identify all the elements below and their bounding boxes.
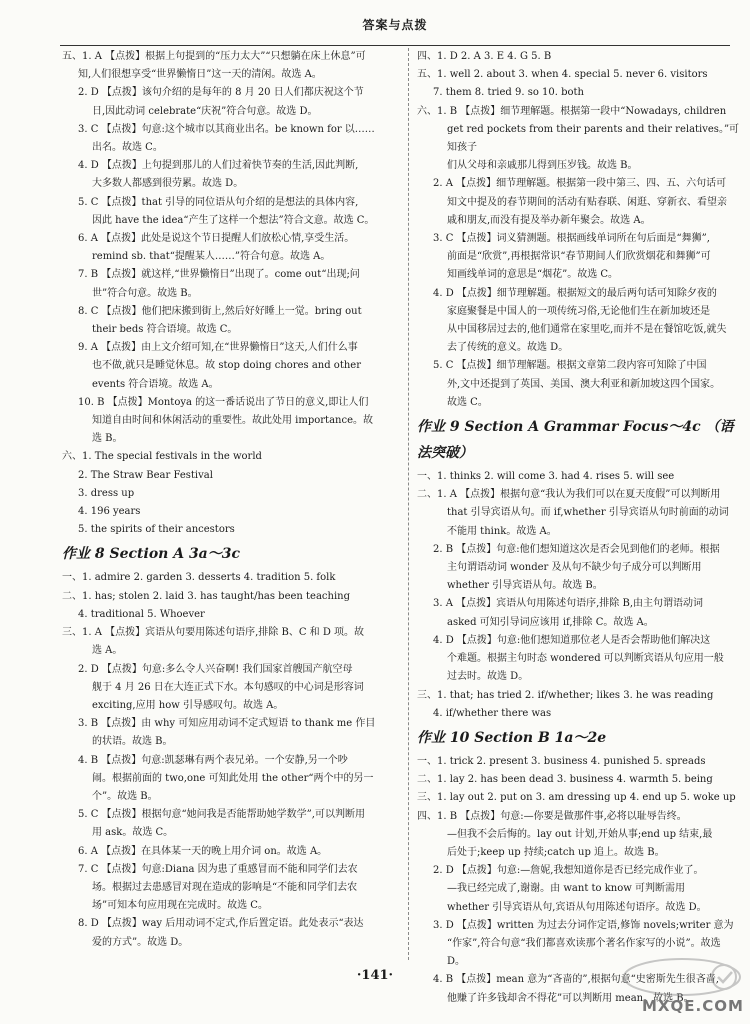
answer-line: that 引导宾语从句。而 if,whether 引导宾语从句时前面的动词 <box>447 507 729 519</box>
answer-line: 爱的方式”。故选 D。 <box>92 936 189 948</box>
answer-line: 四、1. B 【点拨】句意:—你要是做那件事,必将以耻辱告终。 <box>417 810 687 822</box>
answer-line: 家庭聚餐是中国人的一项传统习俗,无论他们生在新加坡还是 <box>447 305 711 317</box>
answer-line: 场。根据过去患感冒对现在造成的影响是“不能和同学们去农 <box>92 881 358 893</box>
answer-line: 5. C 【点拨】that 引导的同位语从句介绍的是想法的具体内容, <box>78 196 359 208</box>
answer-line: 三、1. lay out 2. put on 3. am dressing up 4. end up 5. woke up <box>417 792 736 804</box>
answer-line: D。 <box>447 956 466 968</box>
answer-line: 4. 196 years <box>78 506 141 518</box>
answer-line: 他赚了许多钱却舍不得花”可以判断用 mean。故选 B。 <box>447 992 694 1004</box>
answer-line: 5. the spirits of their ancestors <box>78 524 235 536</box>
answer-line: 故选 C。 <box>447 396 488 408</box>
answer-line: 一、1. admire 2. garden 3. desserts 4. tradition 5. folk <box>62 572 336 584</box>
answer-line: their beds 符合语境。故选 C。 <box>92 324 238 336</box>
answer-line: 9. A 【点拨】由上文介绍可知,在“世界懒惰日”这天,人们什么事 <box>78 342 358 354</box>
answer-line: 五、1. A 【点拨】根据上句提到的“压力太大”“只想躺在床上休息”可 <box>62 51 366 62</box>
answer-line: 4. B 【点拨】mean 意为“吝啬的”,根据句意“史密斯先生很吝啬, <box>433 974 719 986</box>
answer-line: 7. B 【点拨】就这样,“世界懒惰日”出现了。come out“出现;问 <box>78 269 360 281</box>
answer-line: —我已经完成了,谢谢。由 want to know 可判断需用 <box>447 883 685 895</box>
answer-line: 不能用 think。故选 A。 <box>447 525 557 537</box>
answer-line: 出名。故选 C。 <box>92 142 163 154</box>
answer-line: 8. D 【点拨】way 后用动词不定式,作后置定语。此处表示“表达 <box>78 918 364 930</box>
answer-line: 知文中提及的春节期间的活动有贴春联、闲逛、穿新衣、看望亲 <box>447 196 727 208</box>
section-heading: 作业 9 Section A Grammar Focus～4c （语法突破） <box>417 419 734 462</box>
answer-line: get red pockets from their parents and their relatives。”可知孩子 <box>447 123 740 154</box>
answer-line: 三、1. A 【点拨】宾语从句要用陈述句语序,排除 B、C 和 D 项。故 <box>62 627 365 639</box>
answer-line: 世”符合句意。故选 B。 <box>92 287 198 299</box>
left-column <box>62 48 402 960</box>
answer-line: 六、1. B 【点拨】细节理解题。根据第一段中“Nowadays, children <box>417 105 727 117</box>
answer-line: 六、1. The special festivals in the world <box>62 451 262 463</box>
answer-line: 4. traditional 5. Whoever <box>78 608 205 620</box>
answer-line: 知画线单词的意思是“烟花”。故选 C。 <box>447 269 619 281</box>
answer-line: 4. B 【点拨】句意:凯瑟琳有两个表兄弟。一个安静,另一个吵 <box>78 754 348 766</box>
answer-line: 3. dress up <box>78 487 135 499</box>
answer-line: 五、1. well 2. about 3. when 4. special 5. never 6. visitors <box>417 69 708 81</box>
answer-line: 3. B 【点拨】由 why 可知应用动词不定式短语 to thank me 作目 <box>78 718 376 730</box>
answer-line: 二、1. lay 2. has been dead 3. business 4. warmth 5. being <box>417 774 713 786</box>
watermark-text: MXQE.COM <box>642 997 744 1015</box>
answer-line: 2. A 【点拨】细节理解题。根据第一段中第三、四、五、六句话可 <box>433 178 727 190</box>
answer-line: 一、1. trick 2. present 3. business 4. punished 5. spreads <box>417 755 706 767</box>
answer-line: 7. C 【点拨】句意:Diana 因为患了重感冒而不能和同学们去农 <box>78 863 358 875</box>
answer-line: 4. D 【点拨】上句提到那儿的人们过着快节奏的生活,因此判断, <box>78 160 359 172</box>
answer-line: “作家”,符合句意“我们都喜欢读那个著名作家写的小说”。故选 <box>447 937 721 949</box>
answer-line: 从中国移居过去的,他们通常在家里吃,而并不是在餐馆吃饭,就失 <box>447 324 727 336</box>
answer-line: 去了传统的意义。故选 D。 <box>447 342 569 354</box>
answer-line: 5. C 【点拨】细节理解题。根据文章第二段内容可知除了中国 <box>433 360 707 372</box>
answer-line: 2. D 【点拨】句意:—詹妮,我想知道你是否已经完成作业了。 <box>433 865 704 877</box>
answer-line: 6. A 【点拨】此处是说这个节日提醒人们放松心情,享受生活。 <box>78 233 355 245</box>
answer-line: 用 ask。故选 C。 <box>92 827 174 839</box>
answer-line: 主句谓语动词 wonder 及从句不缺少句子成分可以判断用 <box>447 562 702 574</box>
answer-line: 知,人们很想享受“世界懒惰日”这一天的清闲。故选 A。 <box>78 69 322 81</box>
answer-line: 外,文中还提到了英国、美国、澳大利亚和新加坡这四个国家。 <box>447 378 721 390</box>
answer-line: 过去时。故选 D。 <box>447 671 529 683</box>
answer-line: 个难题。根据主句时态 wondered 可以判断宾语从句应用一般 <box>447 653 724 665</box>
answer-line: 6. A 【点拨】在具体某一天的晚上用介词 on。故选 A。 <box>78 845 328 857</box>
answer-line: 8. C 【点拨】他们把床搬到街上,然后好好睡上一觉。bring out <box>78 305 362 317</box>
answer-line: 后处于;keep up 持续;catch up 追上。故选 B。 <box>447 846 665 858</box>
answer-line: events 符合语境。故选 A。 <box>92 378 219 390</box>
answer-line: 4. D 【点拨】细节理解题。根据短文的最后两句话可知除夕夜的 <box>433 287 717 299</box>
answer-line: exciting,应用 how 引导感叹句。故选 A。 <box>92 699 284 711</box>
column-divider <box>408 48 409 960</box>
answer-line: 2. The Straw Bear Festival <box>78 469 213 481</box>
answer-line: 7. them 8. tried 9. so 10. both <box>433 87 584 99</box>
answer-line: 2. D 【点拨】句意:多么令人兴奋啊! 我们国家首艘国产航空母 <box>78 663 353 675</box>
answer-line: 知道自由时间和休闲活动的重要性。故此处用 importance。故 <box>92 415 374 427</box>
answer-line: 3. A 【点拨】宾语从句用陈述句语序,排除 B,由主句谓语动词 <box>433 598 704 610</box>
answer-line: 二、1. has; stolen 2. laid 3. has taught/has been teaching <box>62 590 350 602</box>
answer-line: whether 引导宾语从句。故选 B。 <box>447 580 603 592</box>
answer-line: 3. C 【点拨】词义猜测题。根据画线单词所在句后面是“舞狮”, <box>433 233 710 245</box>
answer-line: 10. B 【点拨】Montoya 的这一番话说出了节日的意义,即让人们 <box>78 396 369 408</box>
answer-line: 前面是“欣赏”,再根据常识“春节期间人们欣赏烟花和舞狮”可 <box>447 251 711 263</box>
answer-line: 们从父母和亲戚那儿得到压岁钱。故选 B。 <box>447 160 638 172</box>
answer-line: 日,因此动词 celebrate“庆祝”符合句意。故选 D。 <box>92 105 318 117</box>
answer-line: 二、1. A 【点拨】根据句意“我认为我们可以在夏天度假”可以判断用 <box>417 489 721 501</box>
answer-line: —但我不会后悔的。lay out 计划,开始从事;end up 结束,最 <box>447 828 713 840</box>
answer-line: remind sb. that“提醒某人……”符合句意。故选 A。 <box>92 251 331 263</box>
answer-line: 闹。根据前面的 two,one 可知此处用 the other“两个中的另一 <box>92 772 374 784</box>
answer-line: 个”。故选 B。 <box>92 790 158 802</box>
page-header <box>60 0 730 46</box>
answer-line: 一、1. thinks 2. will come 3. had 4. rises 5. will see <box>417 471 675 483</box>
answer-line: 也不做,就只是睡觉休息。故 stop doing chores and other <box>92 360 361 372</box>
answer-line: 四、1. D 2. A 3. E 4. G 5. B <box>417 51 552 62</box>
answer-line: 大多数人都感到很劳累。故选 D。 <box>92 178 244 190</box>
right-column <box>417 48 743 1004</box>
section-heading: 作业 8 Section A 3a～3c <box>62 546 241 563</box>
answer-line: 4. if/whether there was <box>433 707 552 719</box>
answer-line: 2. B 【点拨】句意:他们想知道这次是否会见到他们的老师。根据 <box>433 543 720 555</box>
answer-line: 舰于 4 月 26 日在大连正式下水。本句感叹的中心词是形容词 <box>92 681 364 693</box>
answer-line: 3. D 【点拨】written 为过去分词作定语,修饰 novels;writer 意为 <box>433 919 734 931</box>
answer-line: 2. D 【点拨】该句介绍的是每年的 8 月 20 日人们都庆祝这个节 <box>78 87 364 99</box>
header-title: 答案与点拨 <box>362 18 428 32</box>
answer-line: 因此 have the idea“产生了这样一个想法”符合文意。故选 C。 <box>92 214 375 226</box>
answer-line: whether 引导宾语从句,宾语从句用陈述句语序。故选 D。 <box>447 901 707 913</box>
answer-line: asked 可知引导词应该用 if,排除 C。故选 A。 <box>447 616 654 628</box>
answer-line: 4. D 【点拨】句意:他们想知道那位老人是否会帮助他们解决这 <box>433 634 711 646</box>
answer-line: 3. C 【点拨】句意:这个城市以其商业出名。be known for 以…… <box>78 123 375 135</box>
answer-line: 选 B。 <box>92 433 123 445</box>
answer-line: 戚和朋友,而没有提及举办新年聚会。故选 A。 <box>447 214 651 226</box>
answer-line: 的状语。故选 B。 <box>92 736 173 748</box>
answer-line: 三、1. that; has tried 2. if/whether; likes 3. he was reading <box>417 689 714 701</box>
answer-line: 场”可知本句应用现在完成时。故选 C。 <box>92 900 268 912</box>
section-heading: 作业 10 Section B 1a～2e <box>417 729 607 746</box>
answer-line: 选 A。 <box>92 645 123 657</box>
page-number: ·141· <box>356 968 394 983</box>
answer-line: 5. C 【点拨】根据句意“她问我是否能帮助她学数学”,可以判断用 <box>78 809 365 821</box>
